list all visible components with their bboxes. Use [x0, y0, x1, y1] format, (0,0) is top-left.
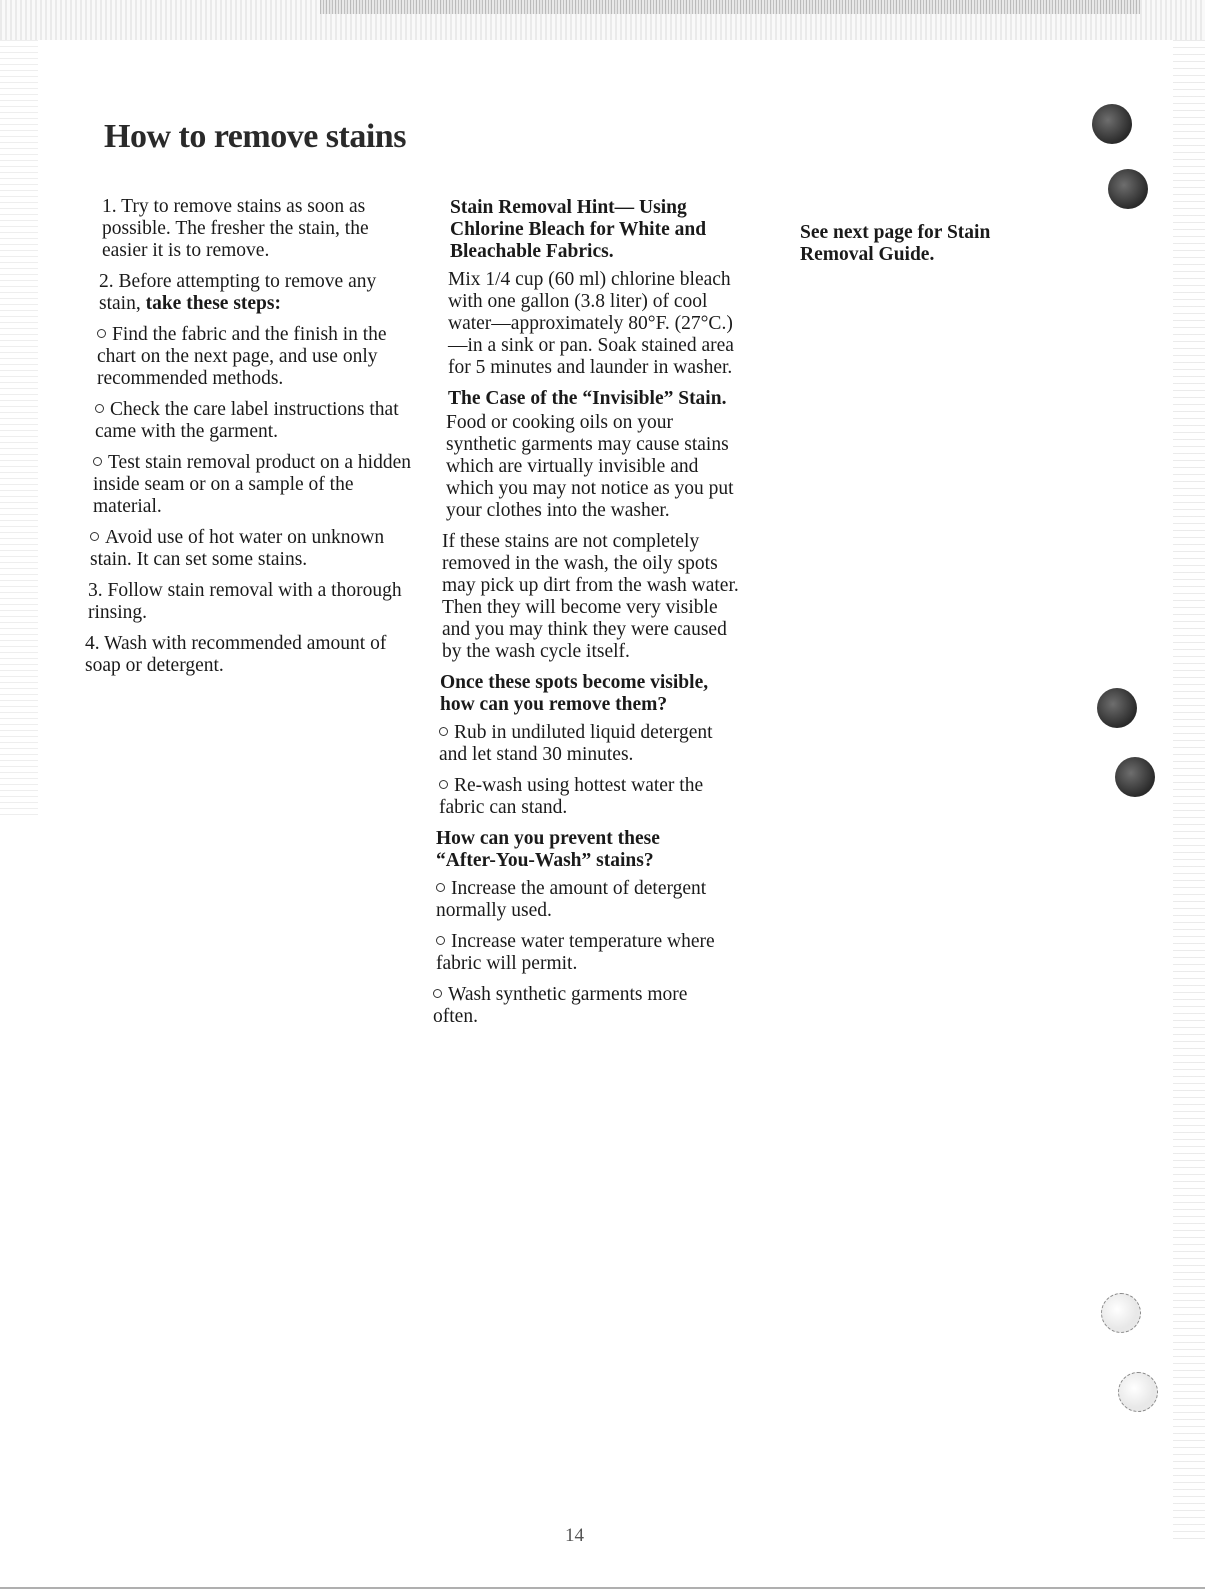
bullet-icon — [433, 989, 442, 998]
bullet-icon — [436, 883, 445, 892]
binder-hole — [1092, 104, 1132, 144]
binder-hole-empty — [1101, 1293, 1141, 1333]
invisible-stain-paragraph: If these stains are not completely removed in the wash, the oily spots may pick up dirt from the wash water. Then they will become very visible and you may think they were caused by the wash cycle itself. — [442, 531, 739, 662]
hint-body: Mix 1/4 cup (60 ml) chlorine bleach with one gallon (3.8 liter) of cool water—approximately 80°F. (27°C.)—in a sink or pan. Soak stained area for 5 minutes and launder in washer. — [448, 269, 734, 378]
bullet-icon — [95, 404, 104, 413]
instructions-column — [85, 196, 418, 686]
bullet-item — [88, 527, 418, 571]
hint-heading: Stain Removal Hint— Using Chlorine Bleach for White and Bleachable Fabrics. — [450, 197, 707, 262]
scan-artifact-top-dark — [320, 0, 1140, 14]
bullet-item — [436, 878, 736, 922]
binder-hole — [1115, 757, 1155, 797]
bullet-item — [88, 452, 418, 518]
step-1: 1. Try to remove stains as soon as possible. The fresher the stain, the easier it is to remove. — [102, 196, 369, 261]
step-2-emphasis: take these steps: — [145, 293, 281, 314]
bullet-text: Find the fabric and the finish in the chart on the next page, and use only recommended methods. — [97, 324, 387, 389]
bullet-icon — [97, 329, 106, 338]
step-3: 3. Follow stain removal with a thorough rinsing. — [88, 580, 402, 623]
see-next-page-note: See next page for Stain Removal Guide. — [800, 222, 991, 265]
step-2-text: 2. Before attempting to remove any stain, — [99, 271, 377, 314]
invisible-stain-heading: The Case of the “Invisible” Stain. — [448, 388, 727, 409]
hints-column — [433, 197, 756, 1037]
bullet-icon — [90, 532, 99, 541]
bullet-text: Increase the amount of detergent normally used. — [436, 878, 707, 921]
bullet-text: Test stain removal product on a hidden inside seam or on a sample of the material. — [93, 452, 411, 517]
scan-artifact-bottom-line — [0, 1587, 1205, 1589]
page-title: How to remove stains — [104, 118, 406, 155]
bullet-item — [88, 324, 418, 390]
step-2 — [88, 271, 418, 315]
bullet-icon — [436, 936, 445, 945]
bullet-icon — [439, 727, 448, 736]
bullet-text: Wash synthetic garments more often. — [433, 984, 688, 1027]
binder-hole-empty — [1118, 1372, 1158, 1412]
bullet-text: Re-wash using hottest water the fabric can stand. — [439, 775, 704, 818]
scan-artifact-left-edge — [0, 40, 38, 820]
visible-spots-heading: Once these spots become visible, how can you remove them? — [440, 672, 709, 715]
scan-artifact-right-edge — [1173, 40, 1205, 1540]
bullet-icon — [439, 780, 448, 789]
bullet-item — [436, 722, 739, 766]
bullet-text: Avoid use of hot water on unknown stain. It can set some stains. — [90, 527, 385, 570]
bullet-text: Increase water temperature where fabric will permit. — [436, 931, 715, 974]
bullet-item — [88, 399, 418, 443]
page-number: 14 — [565, 1525, 584, 1546]
bullet-icon — [93, 457, 102, 466]
reference-column — [800, 222, 1060, 275]
bullet-item — [433, 984, 723, 1028]
bullet-text: Rub in undiluted liquid detergent and let stand 30 minutes. — [439, 722, 713, 765]
binder-hole — [1097, 688, 1137, 728]
bullet-text: Check the care label instructions that came with the garment. — [95, 399, 399, 442]
step-4: 4. Wash with recommended amount of soap or detergent. — [85, 633, 387, 676]
binder-hole — [1108, 169, 1148, 209]
prevent-stains-heading: How can you prevent these “After-You-Wash” stains? — [436, 828, 660, 871]
bullet-item — [436, 931, 746, 975]
invisible-stain-paragraph: Food or cooking oils on your synthetic garments may cause stains which are virtually invisible and which you may not notice as you put your clothes into the washer. — [446, 412, 734, 521]
bullet-item — [436, 775, 729, 819]
